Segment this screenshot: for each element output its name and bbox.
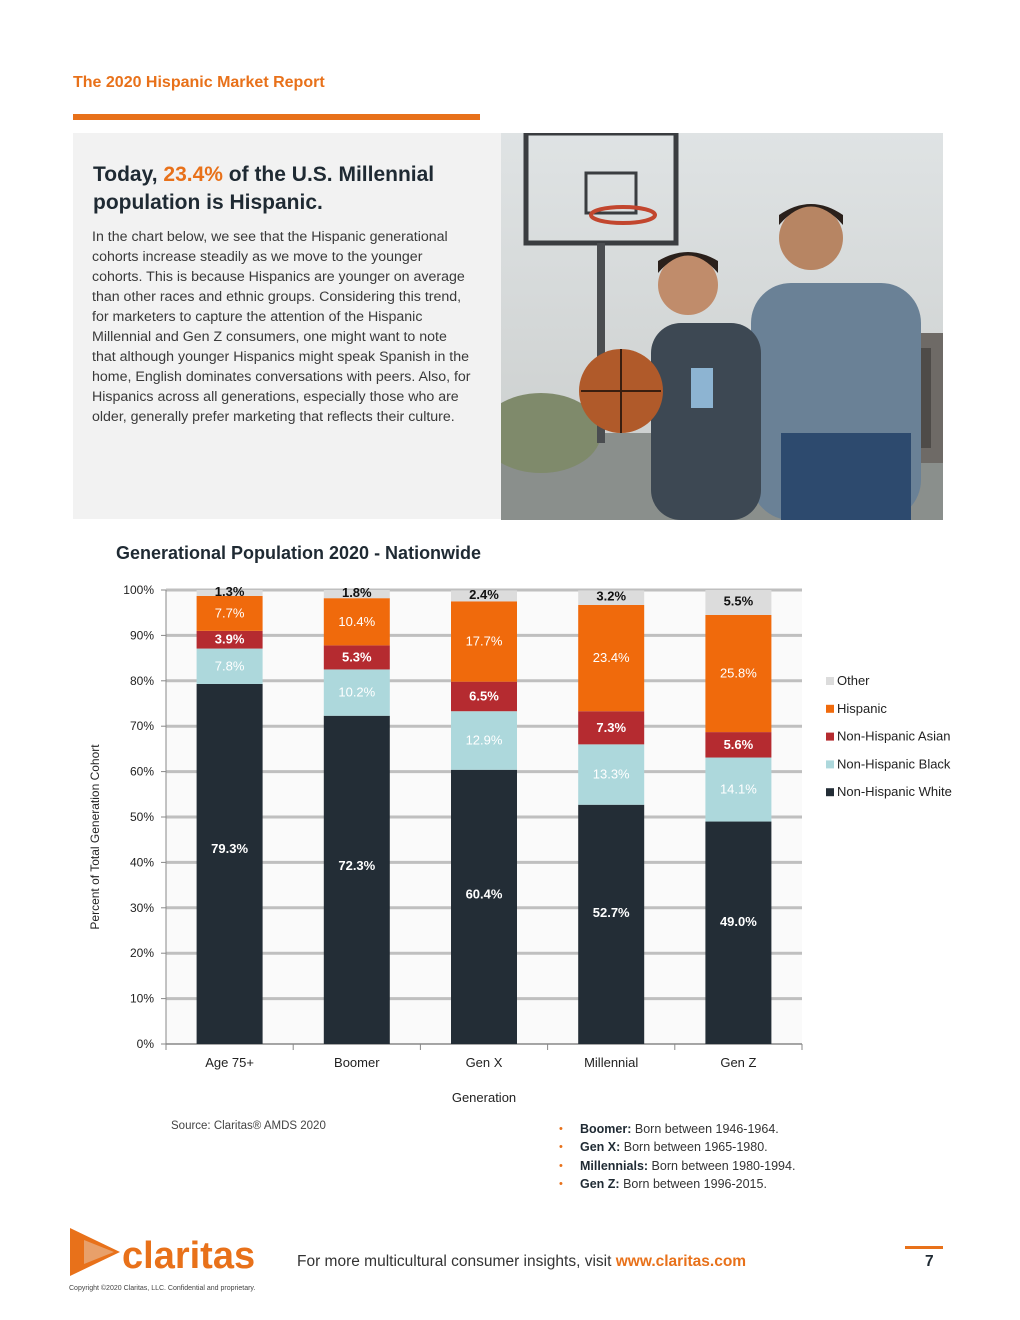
headline-post: of the U.S. Millennial population is Hispanic. xyxy=(93,163,435,214)
headline-highlight: 23.4% xyxy=(163,163,223,186)
data-label: 49.0% xyxy=(719,914,757,930)
bullet-icon: • xyxy=(559,1159,563,1172)
footer-text xyxy=(297,1253,746,1271)
legend-swatch xyxy=(826,677,834,685)
report-title: The 2020 Hispanic Market Report xyxy=(73,74,325,91)
legend-label: Non-Hispanic White xyxy=(837,784,952,800)
footer-link[interactable]: www.claritas.com xyxy=(615,1253,747,1270)
bullet-icon: • xyxy=(559,1123,563,1135)
y-tick-label: 50% xyxy=(129,810,154,824)
x-tick-label: Boomer xyxy=(334,1055,380,1070)
x-tick-label: Gen Z xyxy=(720,1055,757,1070)
generation-desc: Born between 1996-2015. xyxy=(619,1176,767,1191)
data-label: 52.7% xyxy=(592,905,630,921)
y-tick-label: 30% xyxy=(129,900,154,915)
y-tick-label: 20% xyxy=(129,946,154,961)
basketball-photo xyxy=(501,133,943,520)
bullet-icon: • xyxy=(559,1177,563,1190)
data-label: 5.5% xyxy=(723,593,754,609)
data-label: 10.4% xyxy=(338,613,376,629)
y-axis-title: Percent of Total Generation Cohort xyxy=(88,744,102,930)
data-label: 6.5% xyxy=(469,688,499,704)
x-tick-label: Age 75+ xyxy=(205,1055,254,1070)
generation-term: Gen Z: xyxy=(580,1176,620,1191)
legend-label: Non-Hispanic Asian xyxy=(837,728,951,744)
page-number-rule xyxy=(905,1246,943,1249)
data-label: 7.3% xyxy=(596,719,627,735)
y-tick-label: 70% xyxy=(129,719,154,734)
intro-body: In the chart below, we see that the Hispanic generational cohorts increase steadily as we move to the younger cohorts. This is because Hispanics are younger on average than other races and ethnic groups. Considering this trend, for marketers to capture the attention of the Hispanic Millennial and Gen Z consumers, one might want to note that although younger Hispanics might speak Spanish in the home, English dominates conversations with peers. Also, for Hispanics across all generations, especially those who are older, generally prefer marketing that reflects their culture. xyxy=(92,229,471,425)
generation-item xyxy=(556,1175,795,1193)
photo-illustration xyxy=(501,133,943,520)
legend-swatch xyxy=(826,788,834,796)
data-label: 1.3% xyxy=(214,583,245,599)
logo-wordmark: claritas xyxy=(122,1235,256,1277)
data-label: 12.9% xyxy=(465,732,503,748)
data-label: 25.8% xyxy=(719,665,757,681)
data-label: 3.2% xyxy=(596,588,627,604)
legend-label: Non-Hispanic Black xyxy=(837,756,951,772)
bar-segment xyxy=(451,770,517,1044)
data-label: 23.4% xyxy=(592,650,630,666)
generation-term: Gen X: xyxy=(580,1140,621,1155)
bar-segment xyxy=(197,684,263,1044)
generation-desc: Born between 1946-1964. xyxy=(631,1122,779,1136)
intro-headline xyxy=(93,161,483,217)
legend-swatch xyxy=(826,705,834,713)
data-label: 10.2% xyxy=(338,684,376,700)
data-label: 60.4% xyxy=(465,886,503,902)
source-note: Source: Claritas® AMDS 2020 xyxy=(171,1120,326,1132)
y-tick-label: 0% xyxy=(136,1037,154,1051)
legend-swatch xyxy=(826,760,834,768)
y-tick-label: 80% xyxy=(129,673,154,688)
x-axis-title: Generation xyxy=(451,1090,517,1105)
y-tick-label: 60% xyxy=(129,764,154,779)
y-tick-label: 90% xyxy=(129,628,154,643)
y-tick-label: 10% xyxy=(129,991,154,1006)
headline-pre: Today, xyxy=(93,163,164,186)
data-label: 3.9% xyxy=(214,631,245,647)
data-label: 17.7% xyxy=(465,633,503,649)
title-rule xyxy=(73,114,480,120)
x-tick-label: Gen X xyxy=(465,1055,503,1070)
generation-desc: Born between 1980-1994. xyxy=(648,1158,796,1173)
data-label: 7.8% xyxy=(214,658,245,674)
data-label: 7.7% xyxy=(214,605,245,621)
generation-desc: Born between 1965-1980. xyxy=(620,1140,768,1155)
data-label: 79.3% xyxy=(211,841,249,857)
stacked-bar-chart xyxy=(80,575,980,1115)
bullet-icon: • xyxy=(559,1141,563,1154)
generation-item xyxy=(556,1157,795,1175)
footer-message: For more multicultural consumer insights, visit xyxy=(297,1253,616,1270)
chart-title: Generational Population 2020 - Nationwide xyxy=(116,543,482,563)
data-label: 72.3% xyxy=(338,858,376,874)
y-tick-label: 40% xyxy=(129,855,154,870)
bar-segment xyxy=(324,716,390,1044)
page-number: 7 xyxy=(925,1253,934,1270)
data-label: 5.6% xyxy=(723,736,754,752)
data-label: 14.1% xyxy=(719,781,757,797)
intro-box xyxy=(73,133,501,519)
generation-item xyxy=(556,1138,795,1156)
bar-segment xyxy=(705,822,771,1044)
data-label: 2.4% xyxy=(469,586,499,602)
legend-label: Hispanic xyxy=(837,700,887,716)
claritas-logo[interactable] xyxy=(70,1226,270,1282)
y-tick-label: 100% xyxy=(123,583,154,597)
data-label: 1.8% xyxy=(341,585,372,601)
bar-segment xyxy=(578,805,644,1044)
generation-definitions xyxy=(556,1120,795,1193)
legend-swatch xyxy=(826,733,834,741)
generation-term: Millennials: xyxy=(580,1158,649,1173)
data-label: 13.3% xyxy=(592,766,630,782)
x-tick-label: Millennial xyxy=(584,1055,639,1070)
copyright: Copyright ©2020 Claritas, LLC. Confidential and proprietary. xyxy=(69,1285,256,1292)
generation-item xyxy=(556,1120,795,1138)
generation-term: Boomer: xyxy=(580,1122,632,1136)
legend-label: Other xyxy=(837,673,870,688)
data-label: 5.3% xyxy=(341,649,372,665)
